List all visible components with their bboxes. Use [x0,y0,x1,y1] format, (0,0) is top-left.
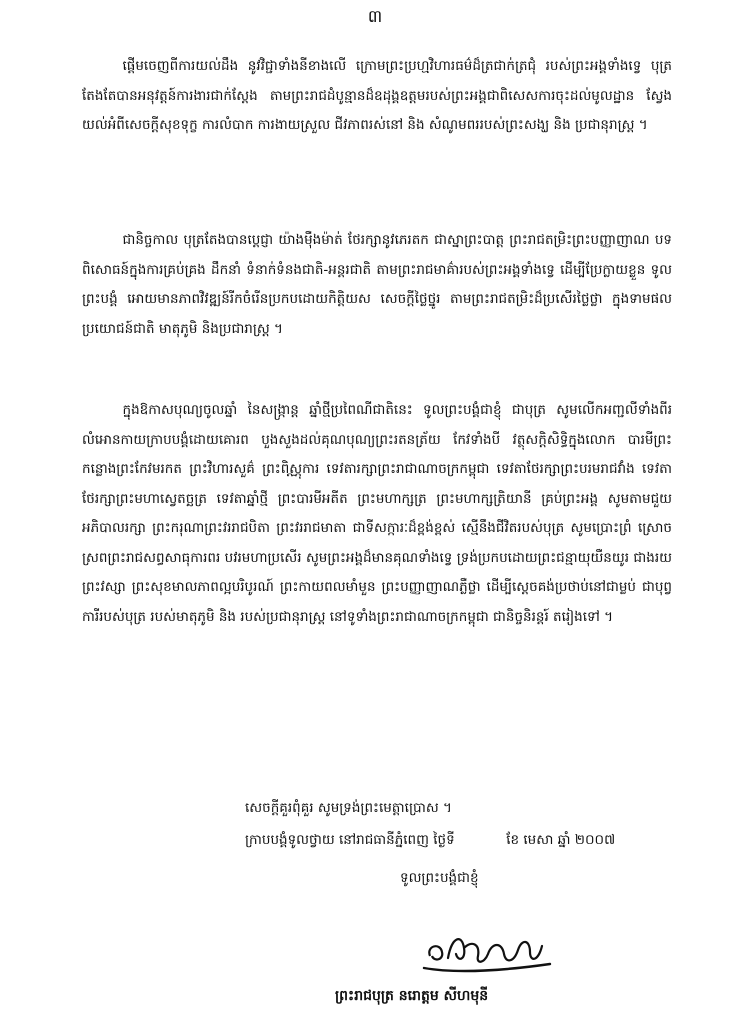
page-number: ៣ [367,7,383,27]
closing-line: សេចក្ដីគួរពុំគួរ សូមទ្រង់ព្រះមេត្តាប្រោស ។ [245,800,452,816]
paragraph-2: ជានិច្ចកាល បុត្រតែងបានប្ដេជ្ញា យ៉ាងម៉ឺងម៉ាត់ ថែរក្សានូវភេរតក ជាស្នាព្រះបាត្ត ព្រះរាជតម្រិះព្រះបញ្ញាញាណ បទពិសោធន៍ក្នុងការគ្រប់គ្រង ដឹកនាំ ទំនាក់ទំនងជាតិ-អន្តរជាតិ តាមព្រះរាជមាគ៌ារបស់ព្រះអង្គទាំងទ្វេ ដើម្បីប្រែក្លាយខ្លួន ទូលព្រះបង្គំ អោយមានភាពវិវឌ្ឍន៍រីកចំរើនប្រកបដោយកិត្តិយស សេចក្ដីថ្លៃថ្នូរ តាមព្រះរាជតម្រិះដ៏ប្រសើរថ្លៃថ្លា ក្នុងទាមផលប្រយោជន៍ជាតិ មាតុភូមិ និងប្រជារាស្ត្រ ។ [82,232,672,337]
paragraph-1: ផ្ដើមចេញពីការយល់ដឹង នូវវិជ្ជាទាំងនីខាងលើ ក្រោមព្រះប្រហ្មវិហារធម៌ដ៏ត្រជាក់ត្រជុំ របស់ព្រះអង្គទាំងទ្វេ បុត្រតែងតែបានអនុវត្តន៍ការងារជាក់ស្ដែង តាមព្រះរាជដំបូន្មានដ៏ឧដុង្គឧត្ដមរបស់ព្រះអង្គជាពិសេសការចុះដល់មូលដ្ឋាន ស្វែងយល់អំពីសេចក្ដីសុខទុក្ខ ការលំបាក ការងាយស្រួល ជីវភាពរស់នៅ និង សំណូមពររបស់ព្រះសង្ឃ និង ប្រជានុរាស្ត្រ ។ [82,58,672,133]
salutation-line: ទូលព្រះបង្គំជាខ្ញុំ [400,870,479,886]
paragraph-3: ក្នុងឱកាសបុណ្យចូលឆ្នាំ នៃសង្ក្រាន្ត ឆ្នាំថ្មីប្រពៃណីជាតិនេះ ទូលព្រះបង្គំជាខ្ញុំ ជាបុត្រ សូមលើកអញ្ជលីទាំងពីរ លំអោនកាយក្រាបបង្គំដោយគោរព បួងសួងដល់គុណបុណ្យព្រះរតនត្រ័យ កែវទាំងបី វត្ថុសក្ដិសិទ្ធិក្នុងលោក បារមីព្រះកន្លោងព្រះកែវមរកត ព្រះវិហារសួគ៌ ព្រះពិស្ណុការ ទេវតារក្សាព្រះរាជាណាចក្រកម្ពុជា ទេវតាថែរក្សាព្រះបរមរាជវាំង ទេវតាថែរក្សាព្រះមហាស្វេតច្ឆត្រ ទេវតាឆ្នាំថ្មី ព្រះបារមីអតីត ព្រះមហាក្សត្រ ព្រះមហាក្សត្រិយានី គ្រប់ព្រះអង្គ សូមតាមជួយអភិបាលរក្សា ព្រះករុណាព្រះវររាជបិតា ព្រះវររាជមាតា ជាទីសក្ការៈដ៏ខ្ពង់ខ្ពស់ ស្មើនឹងជីវិតរបស់បុត្រ សូមប្រោះព្រំ ស្រោចស្រពព្រះរាជសព្ធសាធុការពរ បវរមហាប្រសើរ សូមព្រះអង្គដ៏មានគុណទាំងទ្វេ ទ្រង់ប្រកបដោយព្រះជន្មាយុយឺនយូរ ជាងរយព្រះវស្សា ព្រះសុខមាលភាពល្អបរិបូរណ៍ ព្រះកាយពលមាំមួន ព្រះបញ្ញាញាណភ្លឺថ្លា ដើម្បីស្ដេចគង់ប្រថាប់នៅជាម្លប់ ជាបុព្វការីរបស់បុត្រ របស់មាតុភូមិ និង របស់ប្រជានុរាស្ត្រ នៅទូទាំងព្រះរាជាណាចក្រកម្ពុជា ជានិច្ចនិរន្តរ៍ តរៀងទៅ ។ [82,402,672,625]
handwritten-signature [418,916,558,978]
date-line: ក្រាបបង្គំទូលថ្វាយ នៅរាជធានីភ្នំពេញ ថ្ងៃទី ខែ មេសា ឆ្នាំ ២០០៧ [245,832,616,848]
signer-name: ព្រះរាជបុត្រ នរោត្តម សីហមុនី [335,988,489,1004]
